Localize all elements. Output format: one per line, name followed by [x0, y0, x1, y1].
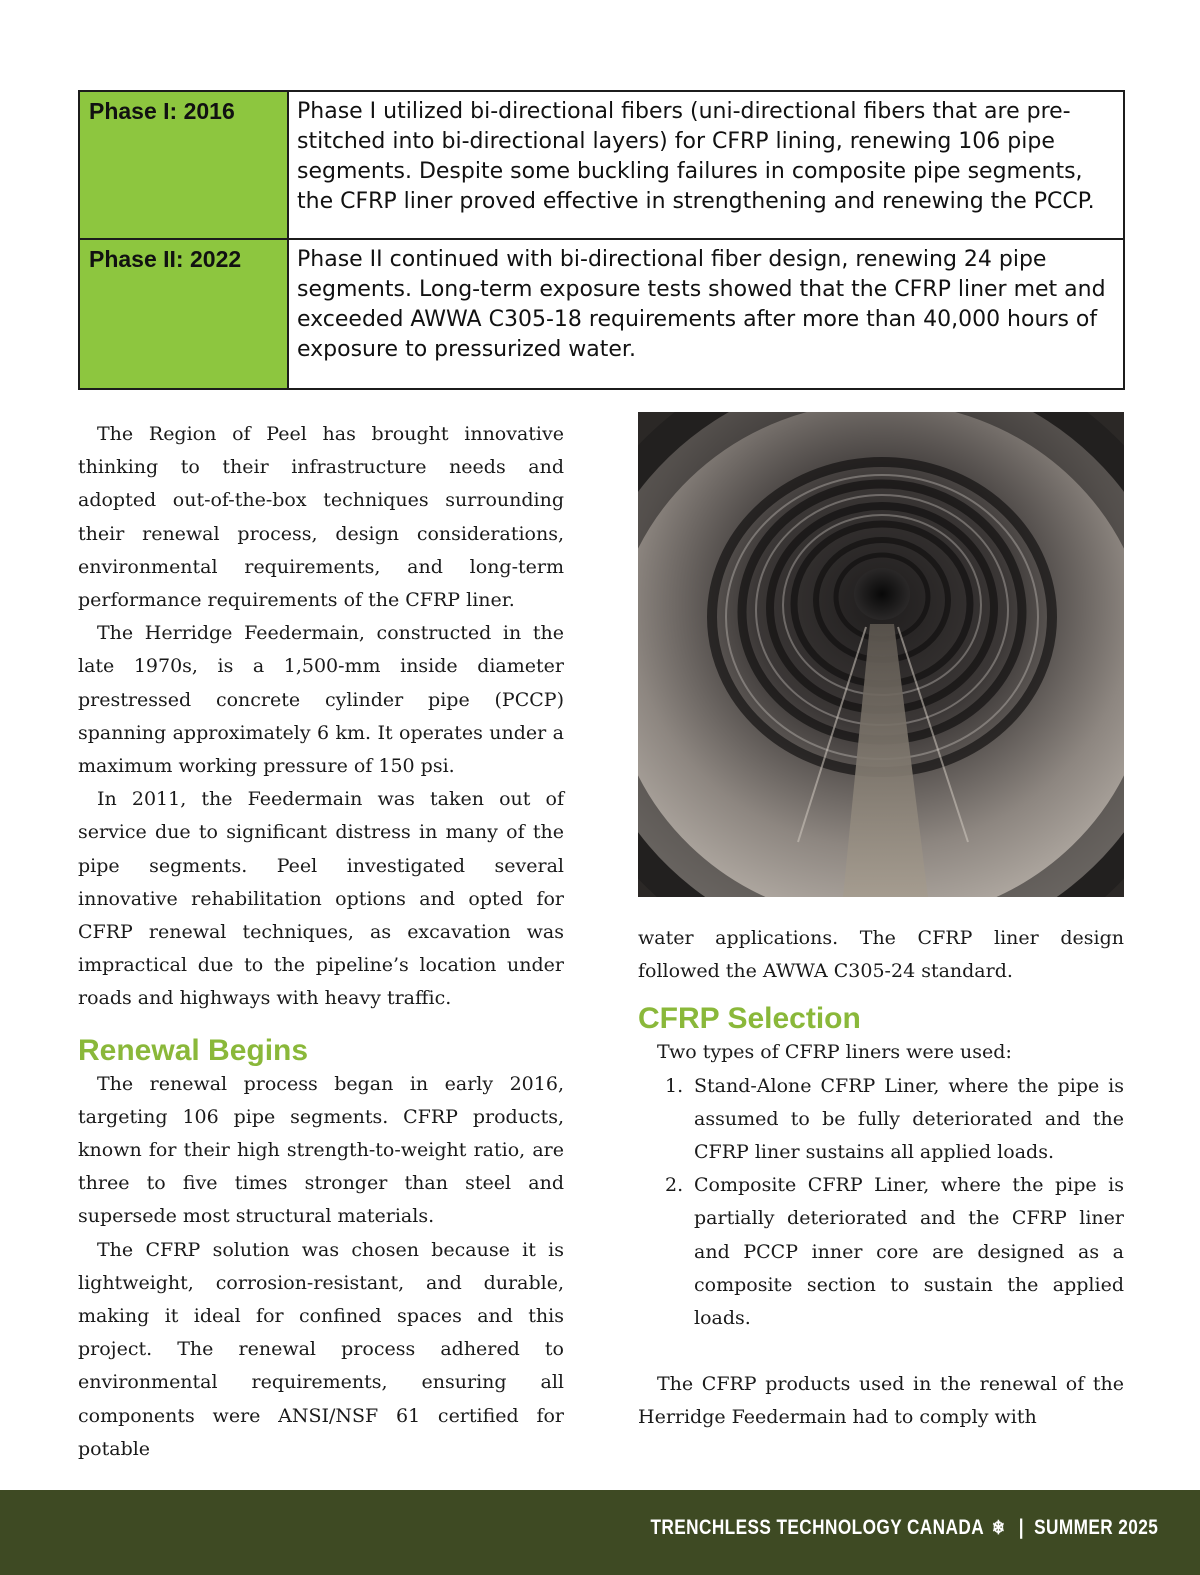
body-paragraph: The CFRP products used in the renewal of the Herridge Feedermain had to comply with	[638, 1373, 1124, 1429]
phase-row	[79, 91, 1124, 239]
issue-date: SUMMER 2025	[1033, 1516, 1158, 1539]
phase-label: Phase II: 2022	[79, 239, 288, 389]
maple-leaf-icon: ❄	[991, 1518, 1006, 1539]
list-item	[638, 1169, 1124, 1335]
body-paragraph: water applications. The CFRP liner design followed the AWWA C305-24 standard.	[638, 927, 1124, 983]
phase-table	[78, 90, 1125, 390]
body-paragraph: The Region of Peel has brought innovative thinking to their infrastructure needs and adopted out-of-the-box techniques surrounding their renewal process, design considerations, environmental requirements, and long-term performance requirements of the CFRP liner.	[78, 423, 564, 612]
right-column	[638, 922, 1124, 1435]
list-item	[638, 1070, 1124, 1170]
body-paragraph: The renewal process began in early 2016, targeting 106 pipe segments. CFRP products, known for their high strength-to-weight ratio, are three to five times stronger than steel and supersede most structural materials.	[78, 1072, 564, 1228]
footer-text	[650, 1516, 1158, 1540]
spacer	[638, 1335, 1124, 1368]
section-heading-renewal-begins: Renewal Begins	[78, 1033, 309, 1067]
publication-name: TRENCHLESS TECHNOLOGY CANADA	[650, 1516, 984, 1539]
section-heading-cfrp-selection: CFRP Selection	[638, 1002, 861, 1036]
page-footer	[0, 1490, 1200, 1575]
pipe-interior-photo	[638, 412, 1124, 897]
body-paragraph: The CFRP solution was chosen because it is lightweight, corrosion-resistant, and durable, making it ideal for confined spaces and this project. The renewal process adhered to environmental requirements, ensuring all components were ANSI/NSF 61 certified for potable	[78, 1238, 564, 1460]
phase-row	[79, 239, 1124, 389]
phase-description: Phase I utilized bi-directional fibers (uni-directional fibers that are pre-stitched into bi-directional layers) for CFRP lining, renewing 106 pipe segments. Despite some buckling failures in composite pipe segments, the CFRP liner proved effective in strengthening and renewing the PCCP.	[288, 91, 1124, 239]
liner-type-list	[638, 1070, 1124, 1336]
phase-label: Phase I: 2016	[79, 91, 288, 239]
list-item-text: Stand-Alone CFRP Liner, where the pipe is assumed to be fully deteriorated and the CFRP liner sustains all applied loads.	[694, 1074, 1124, 1164]
left-column	[78, 418, 564, 1466]
list-number: 1.	[665, 1074, 684, 1097]
phase-description: Phase II continued with bi-directional fiber design, renewing 24 pipe segments. Long-term exposure tests showed that the CFRP liner met and exceeded AWWA C305-18 requirements after more than 40,000 hours of exposure to pressurized water.	[288, 239, 1124, 389]
list-number: 2.	[665, 1174, 684, 1197]
list-item-text: Composite CFRP Liner, where the pipe is partially deteriorated and the CFRP liner and PCCP inner core are designed as a composite section to sustain the applied loads.	[694, 1174, 1124, 1330]
pipe-interior-illustration	[638, 412, 1124, 897]
list-intro: Two types of CFRP liners were used:	[657, 1041, 1012, 1064]
footer-separator: |	[1018, 1516, 1024, 1539]
body-paragraph: The Herridge Feedermain, constructed in the late 1970s, is a 1,500-mm inside diameter prestressed concrete cylinder pipe (PCCP) spanning approximately 6 km. It operates under a maximum working pressure of 150 psi.	[78, 622, 564, 778]
body-paragraph: In 2011, the Feedermain was taken out of service due to significant distress in many of the pipe segments. Peel investigated several innovative rehabilitation options and opted for CFRP renewal techniques, as excavation was impractical due to the pipeline’s location under roads and highways with heavy traffic.	[78, 788, 564, 1010]
